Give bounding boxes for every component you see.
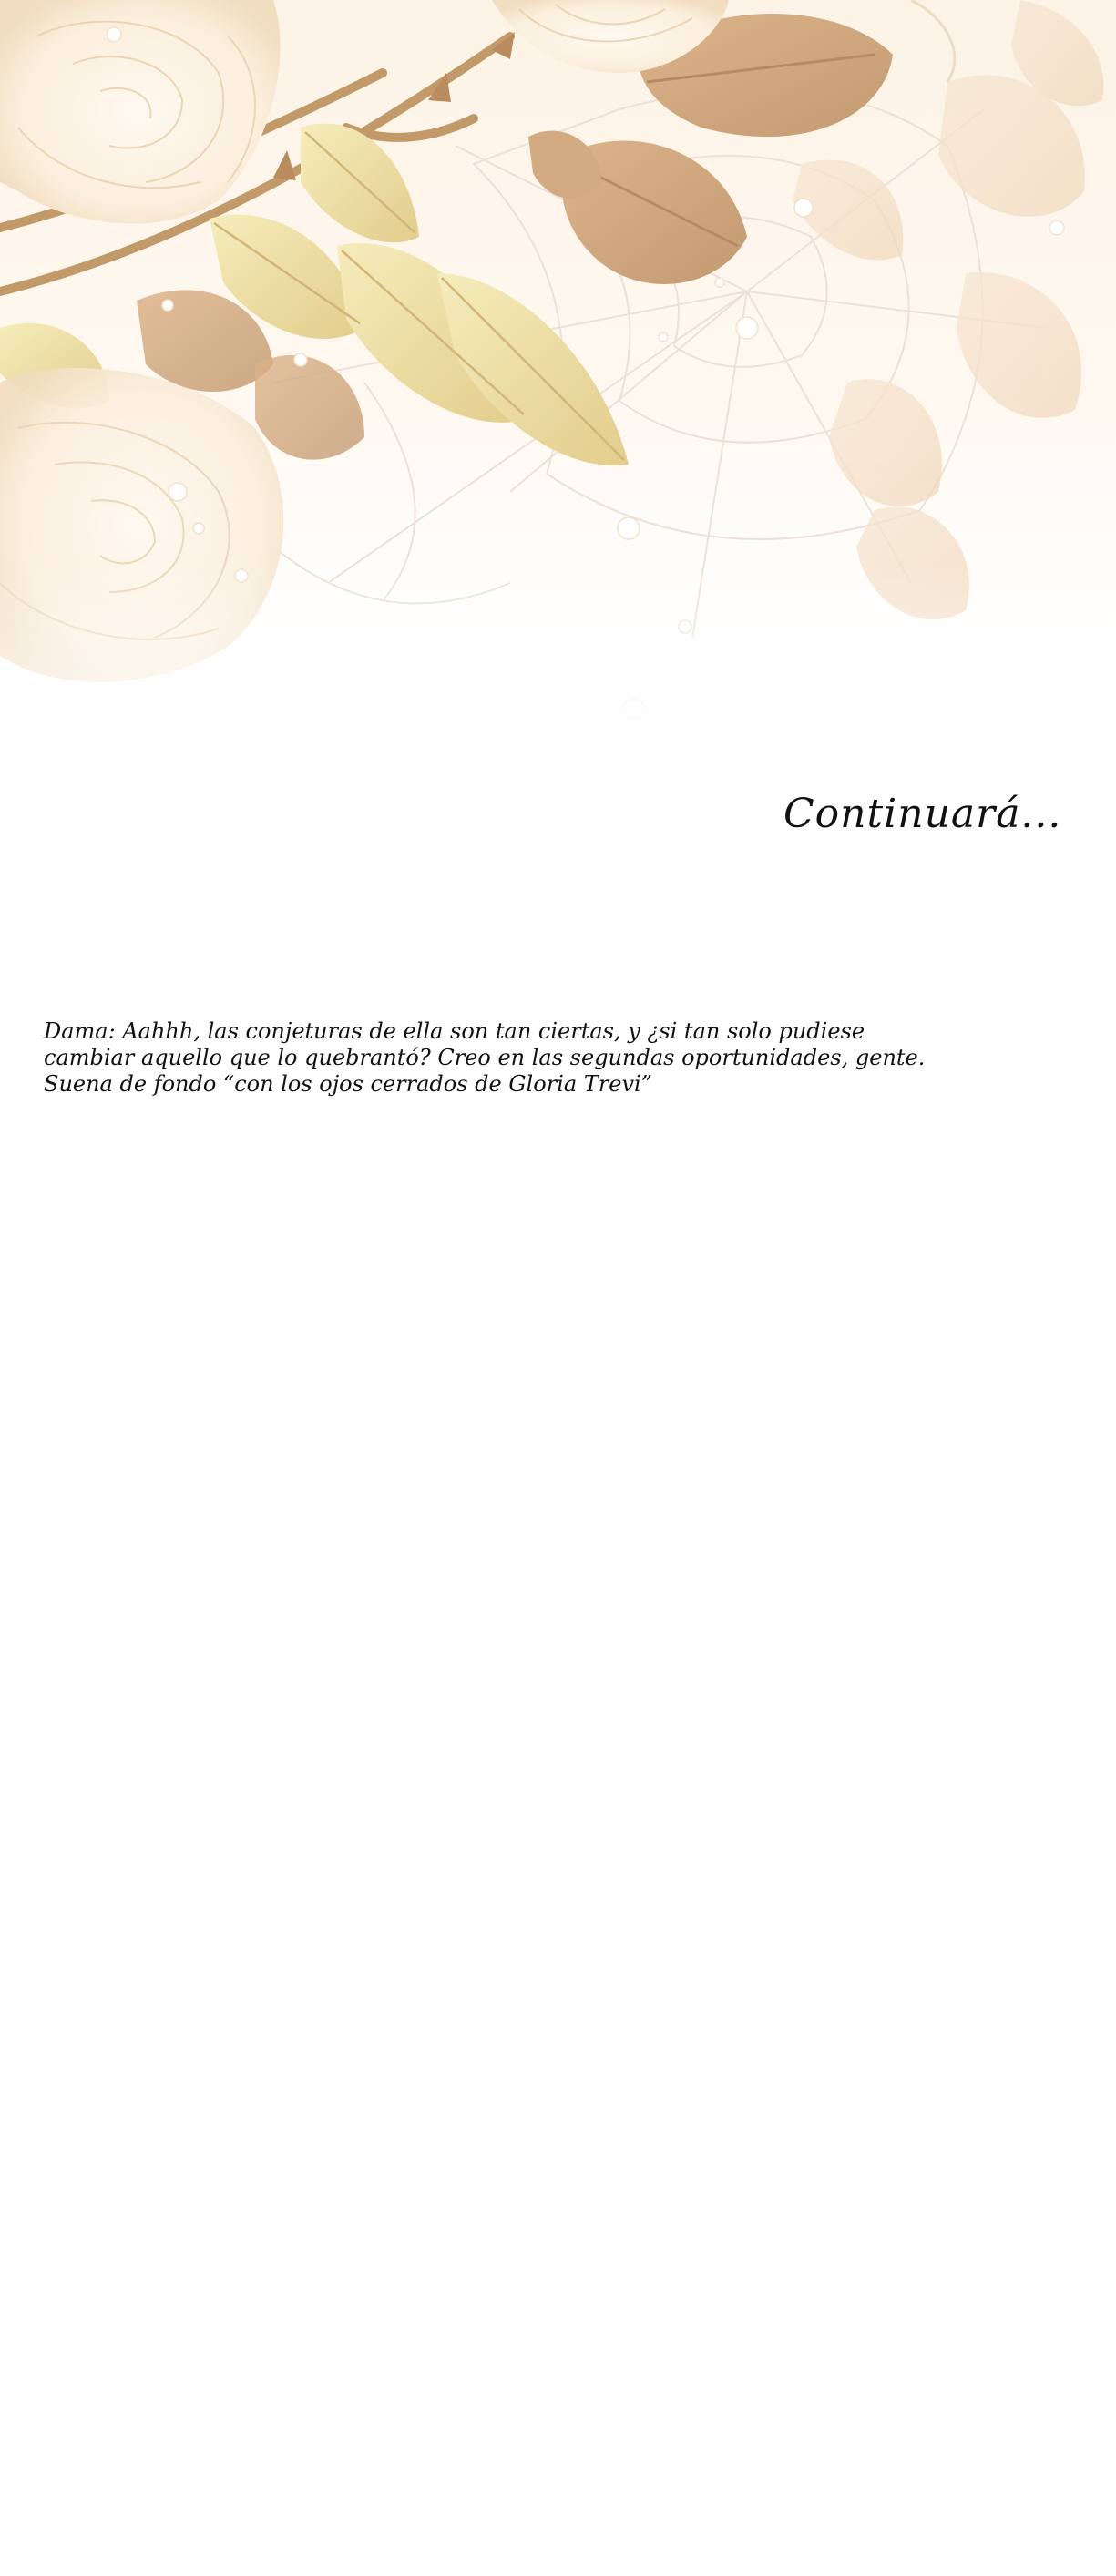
author-note-line: cambiar aquello que lo quebrantó? Creo en las segundas oportunidades, gente.: [44, 1045, 926, 1070]
author-note-line: Dama: Aahhh, las conjeturas de ella son tan ciertas, y ¿si tan solo pudiese: [44, 1018, 865, 1044]
continue-label: Continuará...: [783, 791, 1062, 837]
rose-floral-illustration: [0, 0, 1116, 765]
author-note: [44, 1018, 955, 1098]
rose-floral-icon: [0, 0, 1116, 765]
author-note-line: Suena de fondo “con los ojos cerrados de Gloria Trevi”: [44, 1071, 652, 1097]
